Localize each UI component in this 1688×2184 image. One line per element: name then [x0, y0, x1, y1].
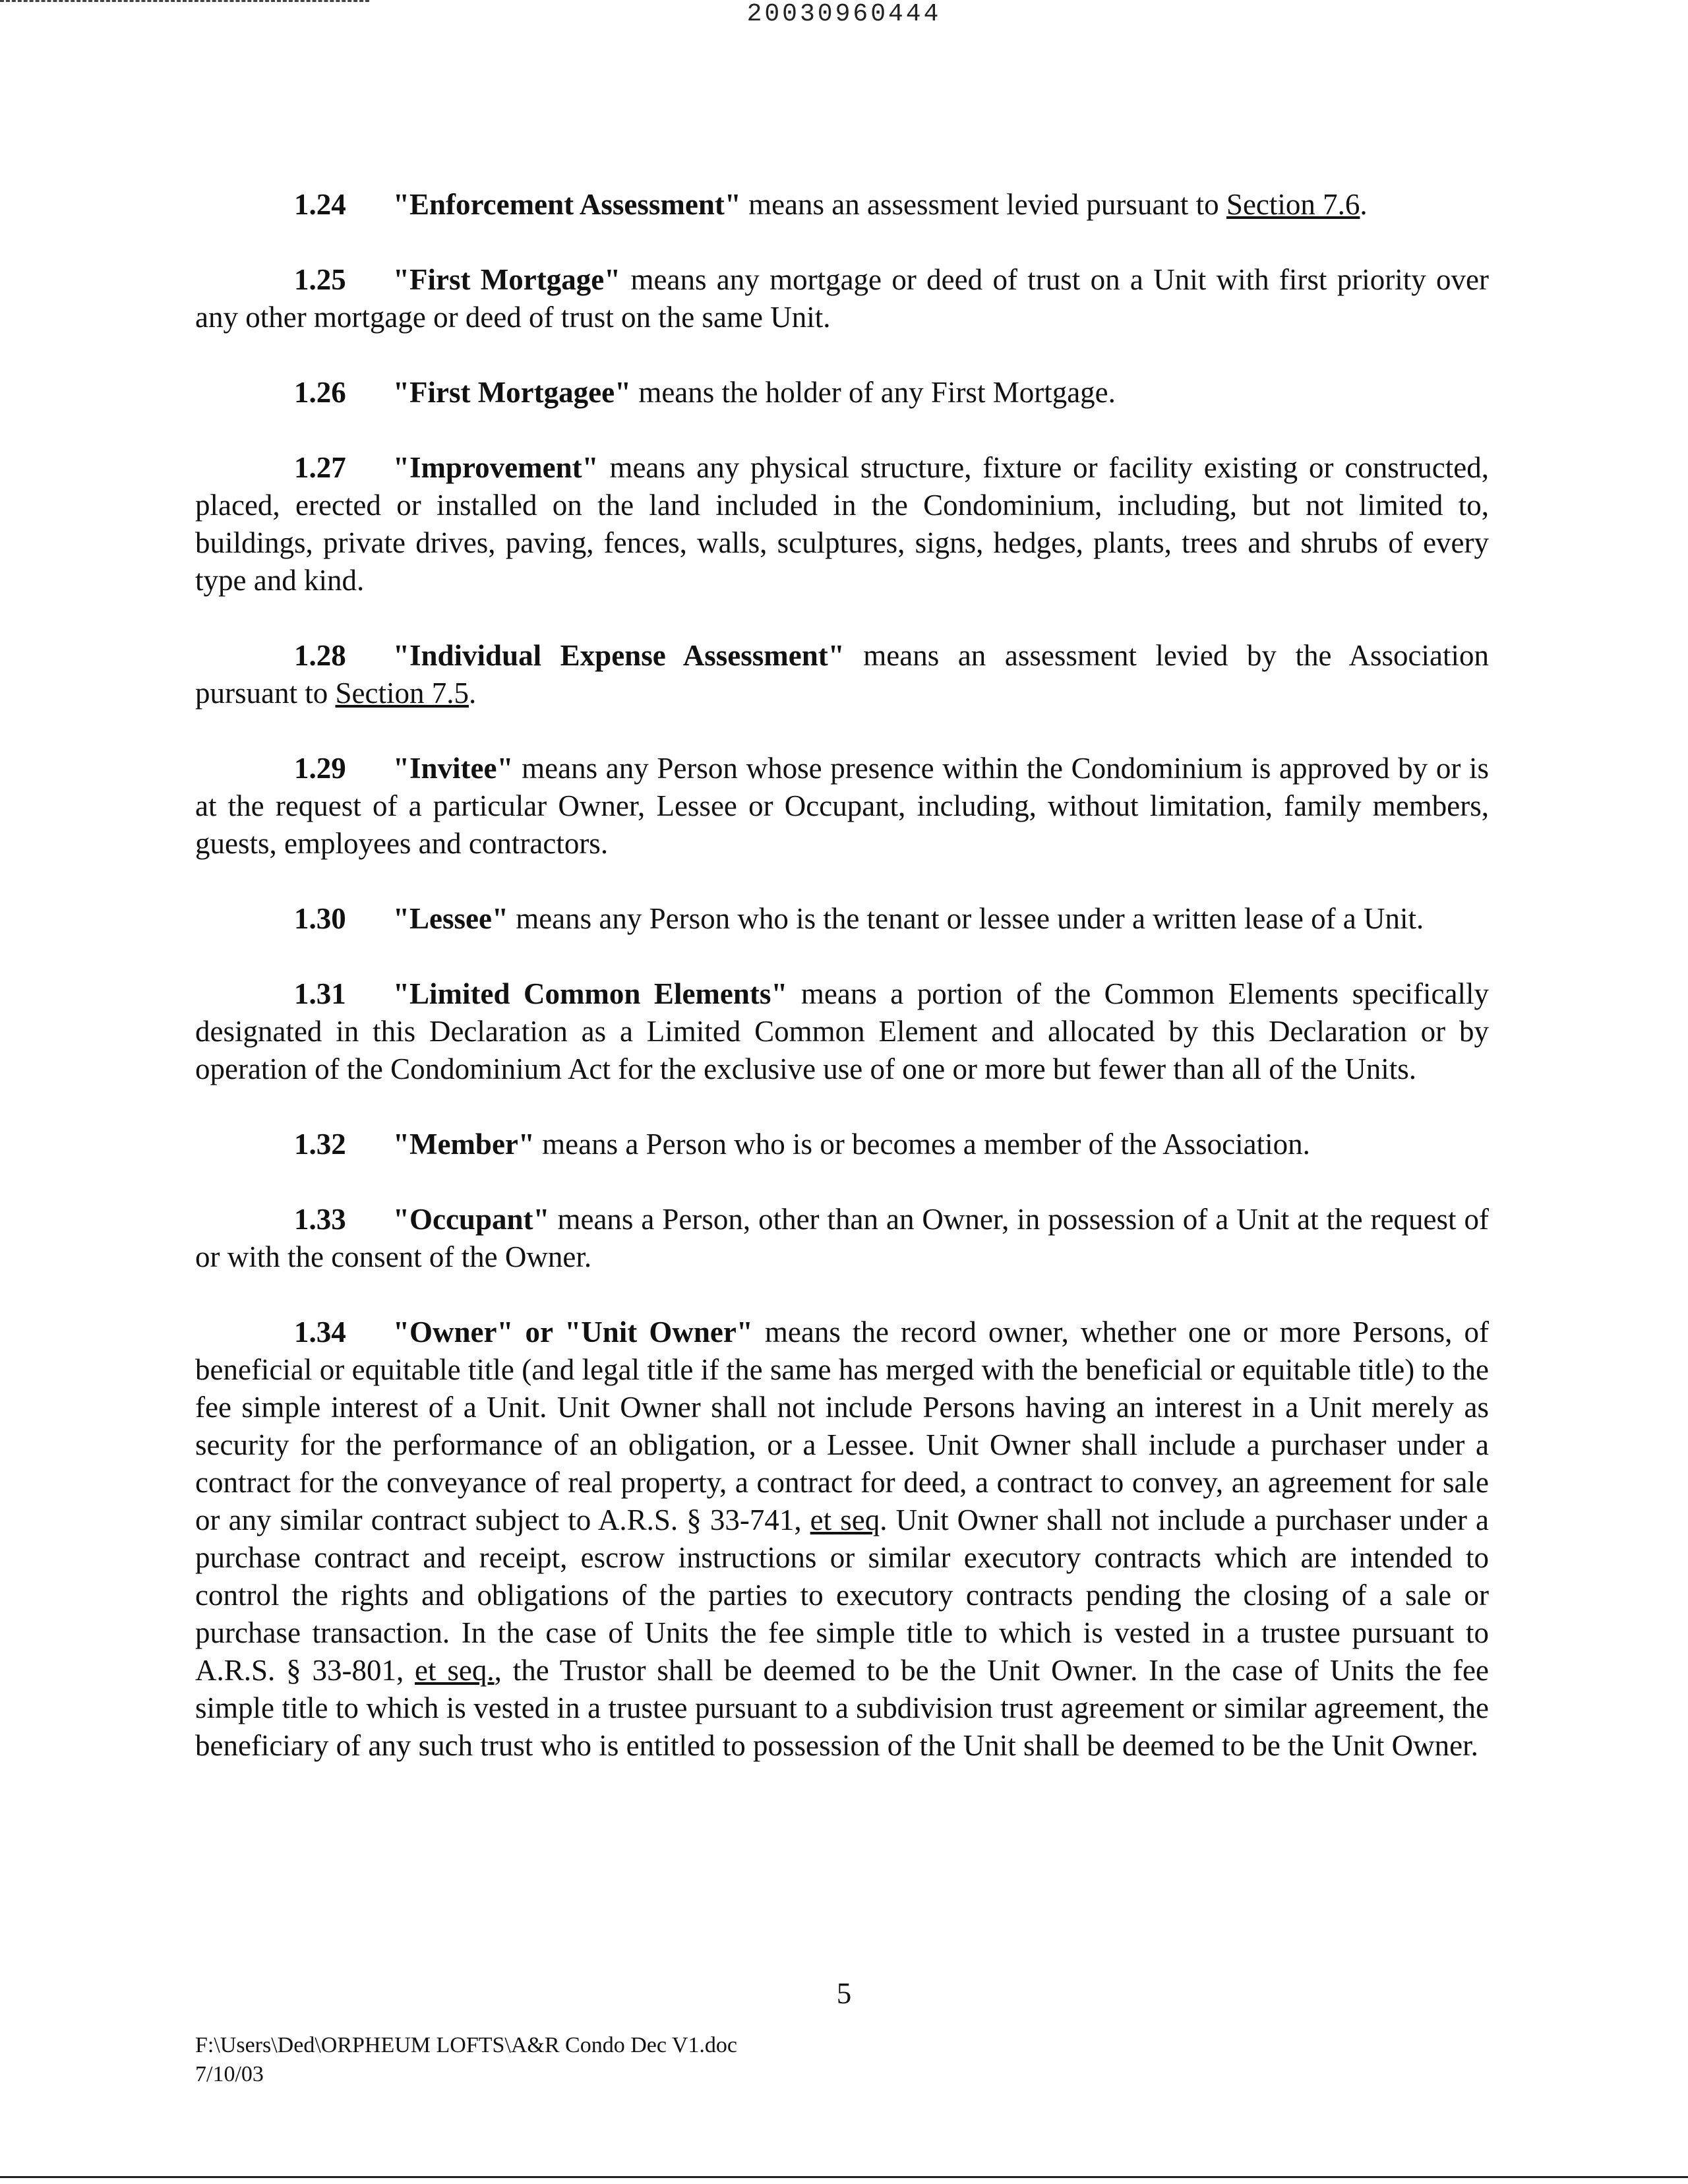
section-reference: Section 7.6 — [1226, 188, 1360, 221]
section-number: 1.28 — [294, 639, 346, 672]
defined-term: "Member" — [393, 1128, 535, 1161]
definition-1-25 — [195, 261, 1489, 336]
defined-term: "Lessee" — [393, 902, 508, 935]
defined-term: "Occupant" — [393, 1203, 550, 1236]
definition-text: means an assessment levied by the Association pursuant to — [195, 639, 1489, 710]
definition-1-26 — [195, 374, 1489, 411]
defined-term: "Individual Expense Assessment" — [393, 639, 845, 672]
definitions-body — [195, 186, 1489, 1765]
definition-1-32 — [195, 1126, 1489, 1163]
definition-1-24 — [195, 186, 1489, 224]
defined-term: "First Mortgagee" — [393, 376, 632, 409]
section-number: 1.26 — [294, 376, 346, 409]
section-number: 1.31 — [294, 977, 346, 1010]
definition-text: means a Person who is or becomes a member of the Association. — [534, 1128, 1310, 1161]
defined-term: "Invitee" — [393, 752, 514, 785]
definition-text-part-1: means the record owner, whether one or more Persons, of beneficial or equitable title (and legal title if the same has merged with the beneficial or equitable title) to the fee simple interest of a Unit. Unit Owner shall not include Persons having an interest in a Unit merely as security for the performance of an obligation, or a Lessee. Unit Owner shall include a purchaser under a contract for the conveyance of real property, a contract for deed, a contract to convey, an agreement for sale or any similar contract subject to A.R.S. § 33-741, — [195, 1316, 1489, 1536]
footer-date: 7/10/03 — [195, 2062, 264, 2086]
definition-text-end: . — [468, 677, 477, 710]
definition-text-end: . — [1360, 188, 1368, 221]
definition-text: means any mortgage or deed of trust on a Unit with first priority over any other mortgage or deed of trust on the same Unit. — [195, 263, 1489, 334]
definition-1-30 — [195, 900, 1489, 938]
document-footer — [195, 2031, 737, 2089]
section-number: 1.34 — [294, 1316, 346, 1349]
definition-1-29 — [195, 750, 1489, 863]
defined-term: "Limited Common Elements" — [393, 977, 788, 1010]
definition-1-33 — [195, 1201, 1489, 1276]
file-path: F:\Users\Ded\ORPHEUM LOFTS\A&R Condo Dec V1.doc — [195, 2033, 737, 2057]
section-number: 1.30 — [294, 902, 346, 935]
section-number: 1.25 — [294, 263, 346, 296]
definition-text: means a portion of the Common Elements specifically designated in this Declaration as a Limited Common Element and allocated by this Declaration or by operation of the Condominium Act for the exclusive use of one or more but fewer than all of the Units. — [195, 977, 1489, 1085]
definition-text: means any physical structure, fixture or facility existing or constructed, placed, erected or installed on the land included in the Condominium, including, but not limited to, buildings, private drives, paving, fences, walls, sculptures, signs, hedges, plants, trees and shrubs of every type and kind. — [195, 451, 1489, 597]
section-number: 1.24 — [294, 188, 346, 221]
section-number: 1.33 — [294, 1203, 346, 1236]
bottom-rule — [0, 2176, 1688, 2178]
definition-text-part-3: , the Trustor shall be deemed to be the Unit Owner. In the case of Units the fee simple title to which is vested in a trustee pursuant to a subdivision trust agreement or similar agreement, the beneficiary of any such trust who is entitled to possession of the Unit shall be deemed to be the Unit Owner. — [195, 1654, 1490, 1762]
definition-1-27 — [195, 449, 1489, 599]
definition-text: means an assessment levied pursuant to — [740, 188, 1226, 221]
definition-1-34 — [195, 1314, 1489, 1765]
document-number: 20030960444 — [746, 0, 942, 28]
definition-text: means the holder of any First Mortgage. — [631, 376, 1116, 409]
definition-text: means any Person whose presence within the Condominium is approved by or is at the request of a particular Owner, Lessee or Occupant, including, without limitation, family members, guests, employees and contractors. — [195, 752, 1489, 860]
section-number: 1.32 — [294, 1128, 346, 1161]
definition-text: means a Person, other than an Owner, in possession of a Unit at the request of or with the consent of the Owner. — [195, 1203, 1489, 1273]
page-number: 5 — [836, 1977, 852, 2010]
defined-term: "Enforcement Assessment" — [393, 188, 741, 221]
section-number: 1.27 — [294, 451, 346, 484]
citation-et-seq: et seq — [810, 1503, 880, 1536]
defined-term: "Owner" or "Unit Owner" — [393, 1316, 753, 1349]
definition-text: means any Person who is the tenant or lessee under a written lease of a Unit. — [508, 902, 1424, 935]
section-number: 1.29 — [294, 752, 346, 785]
definition-text-part-2: . Unit Owner shall not include a purchaser under a purchase contract and receipt, escrow instructions or similar executory contracts which are intended to control the rights and obligations of the parties to executory contracts pending the closing of a sale or purchase transaction. In the case of Units the fee simple title to which is vested in a trustee pursuant to A.R.S. § 33-801, — [195, 1503, 1489, 1687]
definition-1-31 — [195, 975, 1489, 1088]
section-reference: Section 7.5 — [335, 677, 469, 710]
citation-et-seq: et seq. — [415, 1654, 495, 1687]
defined-term: "Improvement" — [393, 451, 599, 484]
defined-term: "First Mortgage" — [393, 263, 621, 296]
definition-1-28 — [195, 637, 1489, 712]
